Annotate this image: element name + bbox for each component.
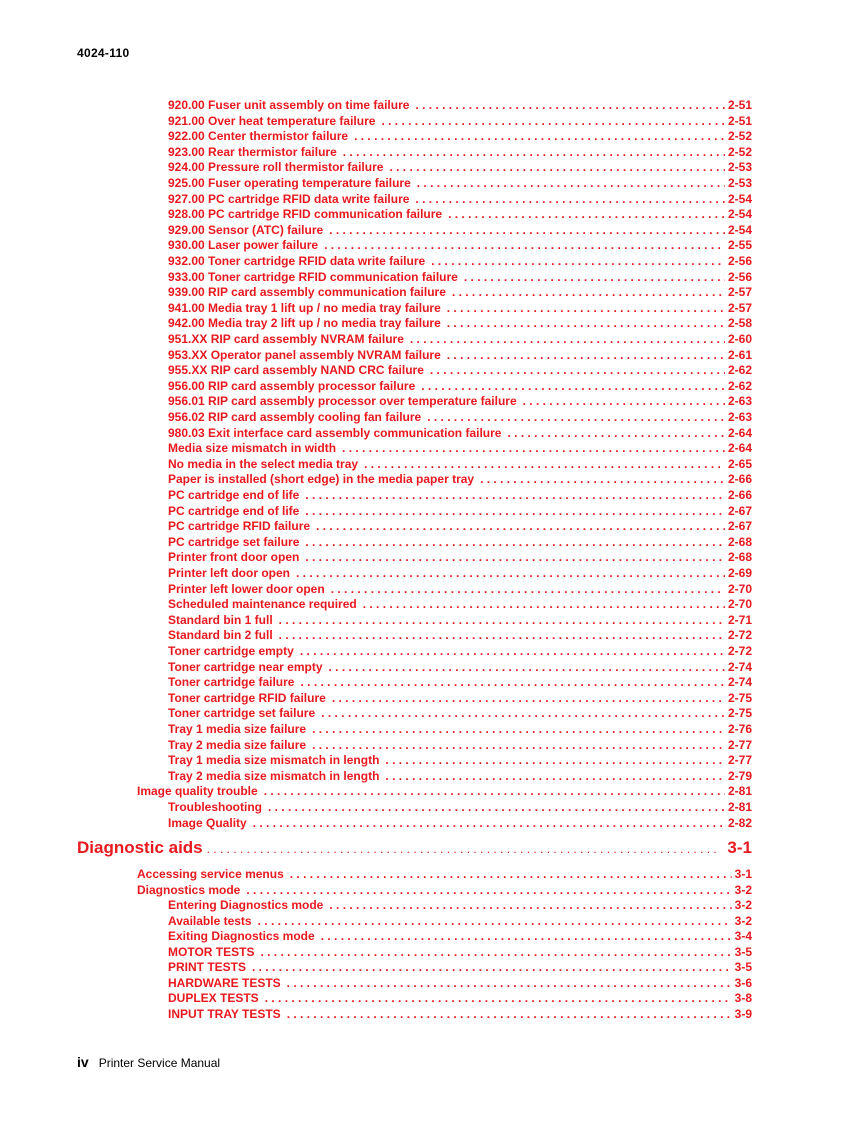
toc-entry[interactable] xyxy=(168,223,752,239)
toc-entry-page: 2-69 xyxy=(727,566,752,580)
toc-entry[interactable] xyxy=(168,597,752,613)
toc-entry-title: No media in the select media tray xyxy=(168,456,359,471)
toc-entry-title: Available tests xyxy=(168,913,252,928)
toc-entry[interactable] xyxy=(168,945,752,961)
toc-entry-page: 2-74 xyxy=(727,659,752,674)
dot-leader xyxy=(447,301,725,317)
toc-entry-page: 2-54 xyxy=(727,222,752,237)
toc-entry-title: Toner cartridge RFID failure xyxy=(168,690,326,705)
toc-entry[interactable] xyxy=(168,192,752,208)
toc-entry-title: Standard bin 2 full xyxy=(168,628,273,643)
toc-entry-title: 956.01 RIP card assembly processor over temperature failure xyxy=(168,394,517,409)
toc-entry-title: 927.00 PC cartridge RFID data write failure xyxy=(168,191,410,206)
dot-leader xyxy=(452,285,725,301)
toc-entry-title: Exiting Diagnostics mode xyxy=(168,929,315,943)
dot-leader xyxy=(385,753,725,769)
toc-entry[interactable] xyxy=(168,348,752,364)
toc-entry-title: 942.00 Media tray 2 lift up / no media tray failure xyxy=(168,316,441,331)
toc-entry-title: PC cartridge set failure xyxy=(168,534,300,549)
dot-leader xyxy=(287,1007,732,1023)
toc-entry-page: 2-62 xyxy=(727,378,752,393)
toc-entry-page: 2-68 xyxy=(727,550,752,565)
toc-entry-title: 924.00 Pressure roll thermistor failure xyxy=(168,160,384,175)
toc-entry[interactable] xyxy=(168,114,752,130)
toc-entry-page: 2-63 xyxy=(727,410,752,424)
dot-leader xyxy=(480,472,725,488)
toc-entry[interactable] xyxy=(168,316,752,332)
toc-entry-title: 933.00 Toner cartridge RFID communication failure xyxy=(168,269,458,284)
toc-entry[interactable] xyxy=(168,301,752,317)
toc-entry[interactable] xyxy=(168,914,752,930)
toc-entry-page: 2-58 xyxy=(727,316,752,331)
dot-leader xyxy=(329,660,725,676)
toc-entry[interactable] xyxy=(168,613,752,629)
toc-entry[interactable] xyxy=(168,394,752,410)
dot-leader xyxy=(343,145,725,161)
toc-entry-page: 2-76 xyxy=(727,722,752,736)
toc-entry-title: Image quality trouble xyxy=(137,784,258,799)
toc-entry-page: 3-2 xyxy=(734,882,752,897)
toc-entry[interactable] xyxy=(137,867,752,883)
toc-entry[interactable] xyxy=(168,270,752,286)
toc-entry[interactable] xyxy=(168,991,752,1007)
chapter-title: Diagnostic aids xyxy=(77,838,203,857)
toc-entry-title: 932.00 Toner cartridge RFID data write failure xyxy=(168,254,426,268)
toc-entry-page: 2-82 xyxy=(727,815,752,830)
toc-entry-page: 2-52 xyxy=(727,144,752,159)
toc-entry[interactable] xyxy=(168,285,752,301)
toc-entry-title: 939.00 RIP card assembly communication failure xyxy=(168,285,446,300)
toc-entry-title: 928.00 PC cartridge RFID communication failure xyxy=(168,207,443,222)
dot-leader xyxy=(507,426,724,442)
toc-entry-page: 2-77 xyxy=(727,753,752,768)
dot-leader xyxy=(287,976,732,992)
toc-entry-title: Tray 1 media size mismatch in length xyxy=(168,753,380,768)
dot-leader xyxy=(447,348,725,364)
toc-entry-page: 2-70 xyxy=(727,597,752,612)
toc-entry-page: 2-64 xyxy=(727,441,752,456)
toc-entry-title: Toner cartridge set failure xyxy=(168,706,316,721)
toc-entry-page: 3-6 xyxy=(734,975,752,990)
dot-leader xyxy=(363,597,725,613)
toc-entry-page: 2-55 xyxy=(727,238,752,253)
toc-entry-title: Scheduled maintenance required xyxy=(168,597,357,612)
toc-entry[interactable] xyxy=(168,472,752,488)
dot-leader xyxy=(430,363,725,379)
toc-entry[interactable] xyxy=(137,784,752,800)
toc-entry-page: 3-2 xyxy=(734,898,752,912)
footer-manual-title: Printer Service Manual xyxy=(98,1056,221,1070)
dot-leader xyxy=(305,535,725,551)
toc-entry-page: 2-67 xyxy=(727,503,752,518)
toc-entry-page: 2-65 xyxy=(727,456,752,471)
toc-entry-title: MOTOR TESTS xyxy=(168,944,255,959)
toc-entry-title: Toner cartridge failure xyxy=(168,675,295,690)
dot-leader xyxy=(290,867,732,883)
toc-entry-title: Troubleshooting xyxy=(168,800,262,814)
toc-entry-page: 2-70 xyxy=(727,581,752,596)
toc-entry-page: 3-2 xyxy=(734,913,752,928)
toc-entry-title: 922.00 Center thermistor failure xyxy=(168,129,349,144)
dot-leader xyxy=(421,379,725,395)
dot-leader xyxy=(342,441,725,457)
toc-entry-page: 2-53 xyxy=(727,176,752,190)
toc-entry-title: 956.02 RIP card assembly cooling fan failure xyxy=(168,410,422,424)
toc-entry-page: 2-66 xyxy=(727,488,752,502)
toc-entry-title: 925.00 Fuser operating temperature failure xyxy=(168,176,411,190)
footer-page-number: iv xyxy=(77,1054,89,1070)
dot-leader xyxy=(417,176,725,192)
dot-leader xyxy=(316,519,725,535)
toc-entry-title: 929.00 Sensor (ATC) failure xyxy=(168,222,324,237)
dot-leader xyxy=(321,706,725,722)
toc-entry-title: Entering Diagnostics mode xyxy=(168,898,324,912)
toc-entry-title: 955.XX RIP card assembly NAND CRC failure xyxy=(168,363,424,378)
toc-entry-page: 2-67 xyxy=(727,519,752,534)
toc-entry[interactable] xyxy=(168,769,752,785)
chapter-page: 3-1 xyxy=(727,838,752,857)
toc-entry[interactable] xyxy=(168,800,752,816)
dot-leader xyxy=(427,410,725,426)
dot-leader xyxy=(260,945,731,961)
toc-entry-page: 2-61 xyxy=(727,347,752,362)
toc-entry-page: 2-75 xyxy=(727,706,752,721)
dot-leader xyxy=(296,566,725,582)
dot-leader xyxy=(523,394,725,410)
toc-entry-page: 3-8 xyxy=(734,991,752,1005)
toc-entry-title: Printer front door open xyxy=(168,550,300,565)
toc-entry-title: 941.00 Media tray 1 lift up / no media tray failure xyxy=(168,300,441,315)
dot-leader xyxy=(447,316,725,332)
dot-leader xyxy=(329,223,725,239)
dot-leader xyxy=(268,800,725,816)
toc-entry-title: 980.03 Exit interface card assembly communication failure xyxy=(168,425,502,440)
page-footer xyxy=(77,1054,220,1070)
dot-leader xyxy=(246,883,731,899)
toc-entry[interactable] xyxy=(168,535,752,551)
dot-leader xyxy=(279,628,725,644)
toc-entry[interactable] xyxy=(168,960,752,976)
toc-entry[interactable] xyxy=(168,129,752,145)
toc-entry[interactable] xyxy=(168,675,752,691)
toc-entry-page: 2-66 xyxy=(727,472,752,487)
toc-entry[interactable] xyxy=(168,738,752,754)
toc-entry-page: 2-56 xyxy=(727,254,752,268)
toc-entry-title: DUPLEX TESTS xyxy=(168,991,259,1005)
dot-leader xyxy=(258,914,732,930)
toc-entry[interactable] xyxy=(168,379,752,395)
toc-entry-page: 2-52 xyxy=(727,129,752,144)
dot-leader xyxy=(415,192,725,208)
dot-leader xyxy=(321,929,732,945)
dot-leader xyxy=(332,691,725,707)
toc-entry[interactable] xyxy=(168,706,752,722)
toc-entry-page: 2-53 xyxy=(727,160,752,175)
toc-entry-page: 2-54 xyxy=(727,191,752,206)
toc-entry[interactable] xyxy=(168,98,752,114)
toc-entry[interactable] xyxy=(168,898,752,914)
toc-entry-title: Printer left door open xyxy=(168,566,291,580)
toc-entry-page: 3-5 xyxy=(734,944,752,959)
toc-entry[interactable] xyxy=(168,753,752,769)
dot-leader xyxy=(329,898,731,914)
dot-leader xyxy=(312,738,725,754)
dot-leader xyxy=(252,960,732,976)
toc-entry-page: 2-56 xyxy=(727,269,752,284)
toc-entry[interactable] xyxy=(168,332,752,348)
toc-entry[interactable] xyxy=(168,457,752,473)
dot-leader xyxy=(364,457,725,473)
toc-entry-page: 2-77 xyxy=(727,737,752,752)
toc-entry-title: 953.XX Operator panel assembly NVRAM failure xyxy=(168,347,441,362)
toc-entry-page: 2-71 xyxy=(727,612,752,627)
toc-entry[interactable] xyxy=(168,722,752,738)
toc-entry-page: 2-75 xyxy=(727,690,752,705)
toc-entry[interactable] xyxy=(168,441,752,457)
toc-entry[interactable] xyxy=(168,566,752,582)
dot-leader xyxy=(381,114,725,130)
dot-leader xyxy=(389,160,725,176)
toc-entry-title: Toner cartridge empty xyxy=(168,644,294,658)
toc-entry[interactable] xyxy=(168,519,752,535)
toc-entry[interactable] xyxy=(168,145,752,161)
toc-entry[interactable] xyxy=(168,691,752,707)
toc-entry-page: 2-72 xyxy=(727,644,752,658)
toc-entry-page: 2-74 xyxy=(727,675,752,690)
toc-entry-page: 3-5 xyxy=(734,960,752,974)
toc-entry[interactable] xyxy=(168,504,752,520)
toc-entry-title: PRINT TESTS xyxy=(168,960,247,974)
toc-entry-title: Paper is installed (short edge) in the media paper tray xyxy=(168,472,475,487)
dot-leader xyxy=(279,613,725,629)
dot-leader xyxy=(431,254,725,270)
toc-entry[interactable] xyxy=(168,1007,752,1023)
toc-entry-title: PC cartridge RFID failure xyxy=(168,519,311,534)
toc-entry-title: Toner cartridge near empty xyxy=(168,659,323,674)
toc-entry[interactable] xyxy=(168,426,752,442)
toc-entry-page: 2-51 xyxy=(727,113,752,128)
toc-entry-page: 2-57 xyxy=(727,285,752,300)
dot-leader xyxy=(448,207,725,223)
toc-entry[interactable] xyxy=(168,207,752,223)
toc-entry-title: Tray 2 media size mismatch in length xyxy=(168,768,380,783)
dot-leader xyxy=(300,644,725,660)
dot-leader xyxy=(354,129,725,145)
toc-entry-page: 2-54 xyxy=(727,207,752,222)
toc-entry-title: HARDWARE TESTS xyxy=(168,975,281,990)
toc-entry-title: 920.00 Fuser unit assembly on time failure xyxy=(168,98,410,112)
toc-entry-title: 923.00 Rear thermistor failure xyxy=(168,144,337,159)
toc-entry[interactable] xyxy=(168,660,752,676)
dot-leader xyxy=(207,842,722,856)
toc-entry-page: 2-51 xyxy=(727,98,752,112)
toc-entry-page: 2-62 xyxy=(727,363,752,378)
dot-leader xyxy=(331,582,725,598)
toc-entry-title: Standard bin 1 full xyxy=(168,612,273,627)
dot-leader xyxy=(464,270,725,286)
toc-entry-page: 2-72 xyxy=(727,628,752,643)
toc-entry-page: 2-60 xyxy=(727,332,752,346)
dot-leader xyxy=(305,488,725,504)
toc-entry-title: 951.XX RIP card assembly NVRAM failure xyxy=(168,332,404,346)
toc-entry-page: 3-4 xyxy=(734,929,752,943)
toc-entry[interactable] xyxy=(168,254,752,270)
dot-leader xyxy=(265,991,732,1007)
dot-leader xyxy=(324,238,725,254)
toc-entry[interactable] xyxy=(137,883,752,899)
dot-leader xyxy=(253,816,725,832)
document-code: 4024-110 xyxy=(77,46,130,60)
dot-leader xyxy=(305,550,725,566)
toc-entry-title: Printer left lower door open xyxy=(168,581,325,596)
toc-entry-title: INPUT TRAY TESTS xyxy=(168,1006,281,1021)
toc-entry[interactable] xyxy=(168,644,752,660)
toc-entry-title: Image Quality xyxy=(168,815,247,830)
toc-entry-page: 2-64 xyxy=(727,425,752,440)
toc-entry-title: 956.00 RIP card assembly processor failure xyxy=(168,378,416,393)
toc-entry-title: PC cartridge end of life xyxy=(168,488,300,502)
toc-entry[interactable] xyxy=(168,488,752,504)
toc-entry[interactable] xyxy=(168,363,752,379)
toc-entry-title: Diagnostics mode xyxy=(137,882,241,897)
toc-entry[interactable] xyxy=(168,160,752,176)
toc-entry-title: 930.00 Laser power failure xyxy=(168,238,319,253)
toc-entry[interactable] xyxy=(168,929,752,945)
dot-leader xyxy=(300,675,724,691)
toc-entry-title: 921.00 Over heat temperature failure xyxy=(168,113,376,128)
dot-leader xyxy=(264,784,725,800)
toc-entry[interactable] xyxy=(168,976,752,992)
toc-entry-page: 2-68 xyxy=(727,534,752,549)
toc-entry-title: Tray 2 media size failure xyxy=(168,737,307,752)
toc-entry-title: PC cartridge end of life xyxy=(168,503,300,518)
toc-entry-title: Accessing service menus xyxy=(137,867,284,881)
toc-entry-page: 2-81 xyxy=(727,784,752,799)
toc-entry-page: 2-81 xyxy=(727,800,752,814)
toc-entry-page: 3-9 xyxy=(734,1006,752,1021)
chapter-heading-diagnostic-aids[interactable] xyxy=(77,838,752,858)
toc-entry-page: 2-57 xyxy=(727,300,752,315)
dot-leader xyxy=(415,98,725,114)
toc-entry-title: Tray 1 media size failure xyxy=(168,722,307,736)
toc-entry-page: 2-63 xyxy=(727,394,752,409)
toc-entry[interactable] xyxy=(168,628,752,644)
dot-leader xyxy=(385,769,725,785)
toc-entry[interactable] xyxy=(168,816,752,832)
toc-entry[interactable] xyxy=(168,550,752,566)
dot-leader xyxy=(410,332,725,348)
toc-entry[interactable] xyxy=(168,410,752,426)
dot-leader xyxy=(305,504,725,520)
toc-entry[interactable] xyxy=(168,176,752,192)
toc-entry-title: Media size mismatch in width xyxy=(168,441,337,456)
toc-entry-page: 3-1 xyxy=(734,867,752,881)
dot-leader xyxy=(312,722,725,738)
toc-entry[interactable] xyxy=(168,582,752,598)
toc-entry-page: 2-79 xyxy=(727,768,752,783)
toc-entry[interactable] xyxy=(168,238,752,254)
